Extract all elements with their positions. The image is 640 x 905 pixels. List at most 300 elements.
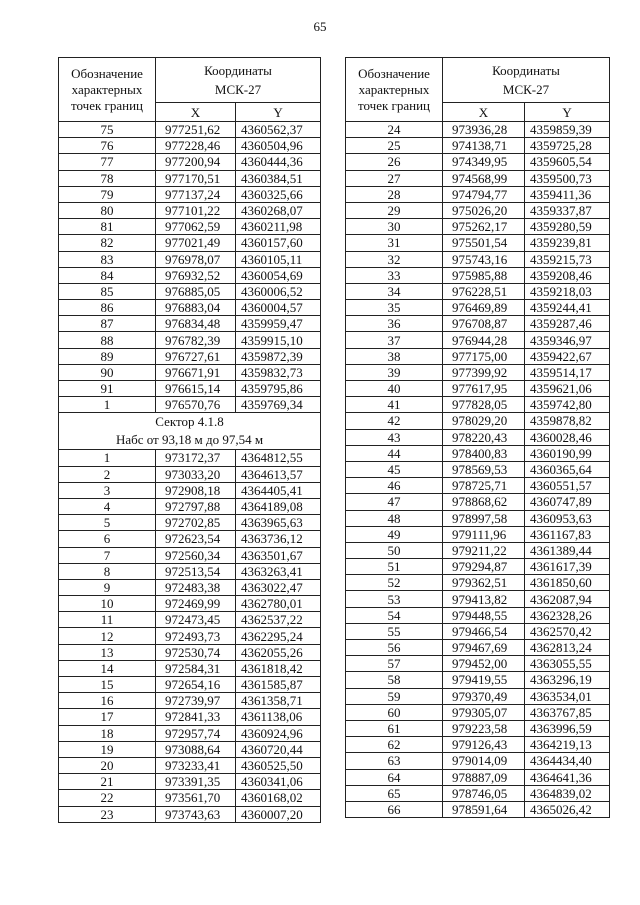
y-coordinate-cell: 4364189,08 bbox=[236, 498, 321, 514]
y-coordinate-cell: 4363965,63 bbox=[236, 515, 321, 531]
table-row bbox=[346, 364, 610, 380]
x-coordinate-cell: 979452,00 bbox=[443, 656, 525, 672]
table-row bbox=[346, 704, 610, 720]
point-id-cell: 76 bbox=[59, 138, 156, 154]
table-row bbox=[346, 526, 610, 542]
x-coordinate-cell: 972469,99 bbox=[156, 596, 236, 612]
x-coordinate-cell: 972908,18 bbox=[156, 482, 236, 498]
y-coordinate-cell: 4359832,73 bbox=[236, 364, 321, 380]
point-id-cell: 49 bbox=[346, 526, 443, 542]
table-row bbox=[59, 316, 321, 332]
y-coordinate-cell: 4364405,41 bbox=[236, 482, 321, 498]
table-row bbox=[59, 219, 321, 235]
y-coordinate-cell: 4360551,57 bbox=[525, 478, 610, 494]
y-coordinate-cell: 4363501,67 bbox=[236, 547, 321, 563]
table-row bbox=[59, 612, 321, 628]
table-row bbox=[59, 251, 321, 267]
table-row bbox=[59, 170, 321, 186]
point-id-cell: 56 bbox=[346, 640, 443, 656]
table-row bbox=[346, 202, 610, 218]
y-coordinate-cell: 4359742,80 bbox=[525, 397, 610, 413]
x-coordinate-cell: 978997,58 bbox=[443, 510, 525, 526]
y-coordinate-cell: 4360211,98 bbox=[236, 219, 321, 235]
table-row bbox=[346, 753, 610, 769]
table-row bbox=[346, 623, 610, 639]
y-coordinate-cell: 4360007,20 bbox=[236, 806, 321, 822]
x-coordinate-cell: 975501,54 bbox=[443, 235, 525, 251]
y-coordinate-cell: 4363022,47 bbox=[236, 579, 321, 595]
table-row bbox=[346, 267, 610, 283]
point-id-cell: 78 bbox=[59, 170, 156, 186]
header-label-line-2: характерных bbox=[358, 81, 430, 97]
x-coordinate-cell: 978220,43 bbox=[443, 429, 525, 445]
y-coordinate-cell: 4359605,54 bbox=[525, 154, 610, 170]
table-row bbox=[59, 596, 321, 612]
table-row bbox=[59, 515, 321, 531]
y-coordinate-cell: 4362537,22 bbox=[236, 612, 321, 628]
x-coordinate-cell: 976978,07 bbox=[156, 251, 236, 267]
table-row bbox=[59, 806, 321, 822]
y-coordinate-cell: 4359239,81 bbox=[525, 235, 610, 251]
table-row bbox=[346, 219, 610, 235]
y-coordinate-cell: 4362570,42 bbox=[525, 623, 610, 639]
table-row bbox=[59, 300, 321, 316]
table-row bbox=[346, 785, 610, 801]
table-row bbox=[59, 397, 321, 413]
table-row bbox=[346, 656, 610, 672]
point-id-cell: 1 bbox=[59, 450, 156, 466]
table-row bbox=[59, 348, 321, 364]
point-id-cell: 52 bbox=[346, 575, 443, 591]
x-coordinate-cell: 977062,59 bbox=[156, 219, 236, 235]
right-table-body bbox=[346, 122, 610, 818]
y-coordinate-cell: 4359769,34 bbox=[236, 397, 321, 413]
table-row bbox=[346, 688, 610, 704]
table-row bbox=[346, 154, 610, 170]
y-coordinate-cell: 4361818,42 bbox=[236, 660, 321, 676]
point-id-cell: 43 bbox=[346, 429, 443, 445]
point-id-cell: 89 bbox=[59, 348, 156, 364]
table-row bbox=[346, 300, 610, 316]
table-row bbox=[59, 563, 321, 579]
table-row bbox=[346, 591, 610, 607]
y-coordinate-cell: 4360004,57 bbox=[236, 300, 321, 316]
x-coordinate-cell: 975026,20 bbox=[443, 202, 525, 218]
table-row bbox=[346, 138, 610, 154]
point-id-cell: 13 bbox=[59, 644, 156, 660]
y-coordinate-cell: 4359915,10 bbox=[236, 332, 321, 348]
y-coordinate-cell: 4364434,40 bbox=[525, 753, 610, 769]
left-table-body-b bbox=[59, 450, 321, 822]
point-id-cell: 60 bbox=[346, 704, 443, 720]
y-coordinate-cell: 4359621,06 bbox=[525, 381, 610, 397]
point-id-cell: 86 bbox=[59, 300, 156, 316]
point-id-cell: 37 bbox=[346, 332, 443, 348]
y-coordinate-cell: 4361358,71 bbox=[236, 693, 321, 709]
y-coordinate-cell: 4362087,94 bbox=[525, 591, 610, 607]
point-id-cell: 20 bbox=[59, 757, 156, 773]
table-row bbox=[346, 381, 610, 397]
x-coordinate-cell: 979111,96 bbox=[443, 526, 525, 542]
point-id-cell: 42 bbox=[346, 413, 443, 429]
y-coordinate-cell: 4365026,42 bbox=[525, 801, 610, 817]
point-id-cell: 51 bbox=[346, 559, 443, 575]
x-coordinate-cell: 976708,87 bbox=[443, 316, 525, 332]
y-coordinate-cell: 4359422,67 bbox=[525, 348, 610, 364]
coordinates-header bbox=[156, 58, 321, 103]
x-coordinate-cell: 976727,61 bbox=[156, 348, 236, 364]
left-table-body-a bbox=[59, 122, 321, 413]
point-id-cell: 62 bbox=[346, 737, 443, 753]
x-coordinate-cell: 979466,54 bbox=[443, 623, 525, 639]
point-id-cell: 35 bbox=[346, 300, 443, 316]
point-id-cell: 39 bbox=[346, 364, 443, 380]
right-coordinates-table bbox=[345, 57, 610, 818]
point-id-cell: 46 bbox=[346, 478, 443, 494]
x-coordinate-cell: 972739,97 bbox=[156, 693, 236, 709]
table-row bbox=[346, 122, 610, 138]
table-row bbox=[59, 202, 321, 218]
y-coordinate-cell: 4360341,06 bbox=[236, 774, 321, 790]
x-coordinate-cell: 979419,55 bbox=[443, 672, 525, 688]
point-id-cell: 75 bbox=[59, 122, 156, 138]
y-coordinate-cell: 4360504,96 bbox=[236, 138, 321, 154]
table-row bbox=[59, 138, 321, 154]
x-coordinate-cell: 976615,14 bbox=[156, 381, 236, 397]
x-coordinate-cell: 972623,54 bbox=[156, 531, 236, 547]
x-coordinate-cell: 976228,51 bbox=[443, 283, 525, 299]
x-coordinate-cell: 972530,74 bbox=[156, 644, 236, 660]
point-id-cell: 9 bbox=[59, 579, 156, 595]
table-row bbox=[346, 235, 610, 251]
x-coordinate-cell: 978591,64 bbox=[443, 801, 525, 817]
table-row bbox=[346, 283, 610, 299]
y-coordinate-cell: 4360747,89 bbox=[525, 494, 610, 510]
y-coordinate-cell: 4360190,99 bbox=[525, 445, 610, 461]
x-coordinate-cell: 976883,04 bbox=[156, 300, 236, 316]
x-coordinate-cell: 978725,71 bbox=[443, 478, 525, 494]
table-row bbox=[59, 466, 321, 482]
y-coordinate-cell: 4359411,36 bbox=[525, 186, 610, 202]
y-coordinate-cell: 4362055,26 bbox=[236, 644, 321, 660]
y-coordinate-cell: 4359346,97 bbox=[525, 332, 610, 348]
table-row bbox=[346, 494, 610, 510]
x-coordinate-cell: 979211,22 bbox=[443, 542, 525, 558]
y-coordinate-cell: 4360525,50 bbox=[236, 757, 321, 773]
y-coordinate-cell: 4362295,24 bbox=[236, 628, 321, 644]
point-id-cell: 66 bbox=[346, 801, 443, 817]
y-coordinate-cell: 4363263,41 bbox=[236, 563, 321, 579]
point-id-cell: 88 bbox=[59, 332, 156, 348]
point-id-cell: 64 bbox=[346, 769, 443, 785]
table-row bbox=[59, 741, 321, 757]
table-row bbox=[59, 498, 321, 514]
point-id-cell: 40 bbox=[346, 381, 443, 397]
table-row bbox=[59, 332, 321, 348]
point-id-cell: 81 bbox=[59, 219, 156, 235]
table-row bbox=[346, 316, 610, 332]
point-id-cell: 4 bbox=[59, 498, 156, 514]
header-label-line-3: точек границ bbox=[70, 97, 144, 113]
y-coordinate-cell: 4360006,52 bbox=[236, 283, 321, 299]
x-coordinate-cell: 976932,52 bbox=[156, 267, 236, 283]
x-coordinate-cell: 977101,22 bbox=[156, 202, 236, 218]
table-row bbox=[59, 774, 321, 790]
x-coordinate-cell: 978868,62 bbox=[443, 494, 525, 510]
sector-subtitle: Набс от 93,18 м до 97,54 м bbox=[115, 432, 264, 448]
x-coordinate-cell: 976944,28 bbox=[443, 332, 525, 348]
table-row bbox=[59, 790, 321, 806]
y-coordinate-cell: 4359244,41 bbox=[525, 300, 610, 316]
point-id-cell: 55 bbox=[346, 623, 443, 639]
table-row bbox=[59, 693, 321, 709]
point-id-cell: 21 bbox=[59, 774, 156, 790]
y-coordinate-cell: 4360953,63 bbox=[525, 510, 610, 526]
point-id-cell: 36 bbox=[346, 316, 443, 332]
y-coordinate-cell: 4360444,36 bbox=[236, 154, 321, 170]
table-row bbox=[59, 757, 321, 773]
table-row bbox=[59, 283, 321, 299]
table-row bbox=[346, 559, 610, 575]
y-column-header: Y bbox=[525, 103, 610, 122]
sector-cell bbox=[59, 413, 321, 450]
table-row bbox=[346, 445, 610, 461]
table-row bbox=[346, 640, 610, 656]
point-id-cell: 45 bbox=[346, 461, 443, 477]
table-row bbox=[59, 725, 321, 741]
x-coordinate-cell: 972473,45 bbox=[156, 612, 236, 628]
table-row bbox=[346, 672, 610, 688]
table-row bbox=[59, 122, 321, 138]
point-id-cell: 18 bbox=[59, 725, 156, 741]
table-row bbox=[346, 801, 610, 817]
table-row bbox=[59, 154, 321, 170]
y-coordinate-cell: 4362328,26 bbox=[525, 607, 610, 623]
y-coordinate-cell: 4363055,55 bbox=[525, 656, 610, 672]
y-coordinate-cell: 4360325,66 bbox=[236, 186, 321, 202]
x-coordinate-cell: 976782,39 bbox=[156, 332, 236, 348]
x-coordinate-cell: 973033,20 bbox=[156, 466, 236, 482]
point-id-cell: 65 bbox=[346, 785, 443, 801]
point-id-cell: 15 bbox=[59, 677, 156, 693]
table-row bbox=[346, 607, 610, 623]
x-coordinate-cell: 975985,88 bbox=[443, 267, 525, 283]
table-row bbox=[59, 628, 321, 644]
y-coordinate-cell: 4359514,17 bbox=[525, 364, 610, 380]
table-row bbox=[346, 170, 610, 186]
x-coordinate-cell: 977200,94 bbox=[156, 154, 236, 170]
x-coordinate-cell: 973561,70 bbox=[156, 790, 236, 806]
table-row bbox=[346, 332, 610, 348]
table-row bbox=[346, 575, 610, 591]
x-coordinate-cell: 979294,87 bbox=[443, 559, 525, 575]
table-row bbox=[346, 186, 610, 202]
table-row bbox=[59, 709, 321, 725]
x-coordinate-cell: 978887,09 bbox=[443, 769, 525, 785]
table-row bbox=[59, 381, 321, 397]
x-coordinate-cell: 977828,05 bbox=[443, 397, 525, 413]
point-id-cell: 50 bbox=[346, 542, 443, 558]
table-row bbox=[346, 769, 610, 785]
x-coordinate-cell: 977175,00 bbox=[443, 348, 525, 364]
coordinates-header bbox=[443, 58, 610, 103]
point-id-cell: 8 bbox=[59, 563, 156, 579]
header-label-line-2: характерных bbox=[71, 81, 143, 97]
y-coordinate-cell: 4364812,55 bbox=[236, 450, 321, 466]
table-row bbox=[346, 397, 610, 413]
point-id-cell: 6 bbox=[59, 531, 156, 547]
table-row bbox=[346, 542, 610, 558]
y-coordinate-cell: 4363736,12 bbox=[236, 531, 321, 547]
x-coordinate-cell: 975743,16 bbox=[443, 251, 525, 267]
point-id-cell: 80 bbox=[59, 202, 156, 218]
point-id-cell: 26 bbox=[346, 154, 443, 170]
y-column-header: Y bbox=[236, 103, 321, 122]
point-id-cell: 84 bbox=[59, 267, 156, 283]
y-coordinate-cell: 4361167,83 bbox=[525, 526, 610, 542]
y-coordinate-cell: 4359337,87 bbox=[525, 202, 610, 218]
x-coordinate-cell: 979448,55 bbox=[443, 607, 525, 623]
point-id-cell: 14 bbox=[59, 660, 156, 676]
x-coordinate-cell: 972513,54 bbox=[156, 563, 236, 579]
coordinates-header-line-1: Координаты bbox=[492, 63, 560, 78]
x-coordinate-cell: 976834,48 bbox=[156, 316, 236, 332]
point-id-cell: 24 bbox=[346, 122, 443, 138]
y-coordinate-cell: 4361138,06 bbox=[236, 709, 321, 725]
y-coordinate-cell: 4359959,47 bbox=[236, 316, 321, 332]
point-id-cell: 28 bbox=[346, 186, 443, 202]
boundary-points-header bbox=[346, 58, 443, 122]
x-coordinate-cell: 973088,64 bbox=[156, 741, 236, 757]
coordinates-header-line-1: Координаты bbox=[204, 63, 272, 78]
point-id-cell: 32 bbox=[346, 251, 443, 267]
table-row bbox=[346, 429, 610, 445]
point-id-cell: 79 bbox=[59, 186, 156, 202]
point-id-cell: 83 bbox=[59, 251, 156, 267]
y-coordinate-cell: 4360105,11 bbox=[236, 251, 321, 267]
point-id-cell: 7 bbox=[59, 547, 156, 563]
point-id-cell: 29 bbox=[346, 202, 443, 218]
table-row bbox=[346, 478, 610, 494]
y-coordinate-cell: 4360168,02 bbox=[236, 790, 321, 806]
x-coordinate-cell: 972654,16 bbox=[156, 677, 236, 693]
sector-title: Сектор 4.1.8 bbox=[155, 414, 224, 430]
y-coordinate-cell: 4364613,57 bbox=[236, 466, 321, 482]
x-coordinate-cell: 972493,73 bbox=[156, 628, 236, 644]
x-coordinate-cell: 972841,33 bbox=[156, 709, 236, 725]
point-id-cell: 23 bbox=[59, 806, 156, 822]
point-id-cell: 63 bbox=[346, 753, 443, 769]
x-coordinate-cell: 979413,82 bbox=[443, 591, 525, 607]
table-row bbox=[346, 720, 610, 736]
point-id-cell: 10 bbox=[59, 596, 156, 612]
x-coordinate-cell: 973391,35 bbox=[156, 774, 236, 790]
x-coordinate-cell: 977399,92 bbox=[443, 364, 525, 380]
point-id-cell: 34 bbox=[346, 283, 443, 299]
y-coordinate-cell: 4359878,82 bbox=[525, 413, 610, 429]
sector-row bbox=[59, 413, 321, 450]
point-id-cell: 61 bbox=[346, 720, 443, 736]
table-row bbox=[346, 737, 610, 753]
x-coordinate-cell: 978746,05 bbox=[443, 785, 525, 801]
x-coordinate-cell: 974138,71 bbox=[443, 138, 525, 154]
point-id-cell: 82 bbox=[59, 235, 156, 251]
table-row bbox=[59, 364, 321, 380]
x-coordinate-cell: 978569,53 bbox=[443, 461, 525, 477]
x-coordinate-cell: 977021,49 bbox=[156, 235, 236, 251]
point-id-cell: 31 bbox=[346, 235, 443, 251]
x-coordinate-cell: 976469,89 bbox=[443, 300, 525, 316]
point-id-cell: 19 bbox=[59, 741, 156, 757]
x-coordinate-cell: 973172,37 bbox=[156, 450, 236, 466]
x-coordinate-cell: 977137,24 bbox=[156, 186, 236, 202]
y-coordinate-cell: 4363296,19 bbox=[525, 672, 610, 688]
left-coordinates-table bbox=[58, 57, 321, 823]
x-coordinate-cell: 974568,99 bbox=[443, 170, 525, 186]
header-label-line-3: точек границ bbox=[357, 97, 431, 113]
point-id-cell: 2 bbox=[59, 466, 156, 482]
coordinates-header-line-2: МСК-27 bbox=[214, 82, 262, 97]
x-coordinate-cell: 973936,28 bbox=[443, 122, 525, 138]
x-coordinate-cell: 975262,17 bbox=[443, 219, 525, 235]
point-id-cell: 77 bbox=[59, 154, 156, 170]
y-coordinate-cell: 4364641,36 bbox=[525, 769, 610, 785]
point-id-cell: 17 bbox=[59, 709, 156, 725]
point-id-cell: 5 bbox=[59, 515, 156, 531]
point-id-cell: 16 bbox=[59, 693, 156, 709]
y-coordinate-cell: 4362813,24 bbox=[525, 640, 610, 656]
x-coordinate-cell: 972560,34 bbox=[156, 547, 236, 563]
x-coordinate-cell: 972957,74 bbox=[156, 725, 236, 741]
x-coordinate-cell: 978029,20 bbox=[443, 413, 525, 429]
y-coordinate-cell: 4363996,59 bbox=[525, 720, 610, 736]
point-id-cell: 22 bbox=[59, 790, 156, 806]
header-label-line-1: Обозначение bbox=[71, 65, 143, 81]
y-coordinate-cell: 4363534,01 bbox=[525, 688, 610, 704]
point-id-cell: 27 bbox=[346, 170, 443, 186]
y-coordinate-cell: 4360028,46 bbox=[525, 429, 610, 445]
point-id-cell: 41 bbox=[346, 397, 443, 413]
x-coordinate-cell: 972797,88 bbox=[156, 498, 236, 514]
table-row bbox=[346, 413, 610, 429]
table-row bbox=[59, 547, 321, 563]
y-coordinate-cell: 4359208,46 bbox=[525, 267, 610, 283]
y-coordinate-cell: 4364219,13 bbox=[525, 737, 610, 753]
y-coordinate-cell: 4360924,96 bbox=[236, 725, 321, 741]
x-coordinate-cell: 972702,85 bbox=[156, 515, 236, 531]
point-id-cell: 30 bbox=[346, 219, 443, 235]
x-coordinate-cell: 979223,58 bbox=[443, 720, 525, 736]
table-row bbox=[59, 235, 321, 251]
y-coordinate-cell: 4360157,60 bbox=[236, 235, 321, 251]
y-coordinate-cell: 4362780,01 bbox=[236, 596, 321, 612]
x-column-header: X bbox=[443, 103, 525, 122]
y-coordinate-cell: 4359872,39 bbox=[236, 348, 321, 364]
point-id-cell: 57 bbox=[346, 656, 443, 672]
x-coordinate-cell: 973743,63 bbox=[156, 806, 236, 822]
point-id-cell: 11 bbox=[59, 612, 156, 628]
x-coordinate-cell: 977228,46 bbox=[156, 138, 236, 154]
x-column-header: X bbox=[156, 103, 236, 122]
y-coordinate-cell: 4360054,69 bbox=[236, 267, 321, 283]
point-id-cell: 91 bbox=[59, 381, 156, 397]
x-coordinate-cell: 976671,91 bbox=[156, 364, 236, 380]
y-coordinate-cell: 4359280,59 bbox=[525, 219, 610, 235]
x-coordinate-cell: 977170,51 bbox=[156, 170, 236, 186]
point-id-cell: 33 bbox=[346, 267, 443, 283]
table-row bbox=[59, 660, 321, 676]
table-row bbox=[59, 579, 321, 595]
